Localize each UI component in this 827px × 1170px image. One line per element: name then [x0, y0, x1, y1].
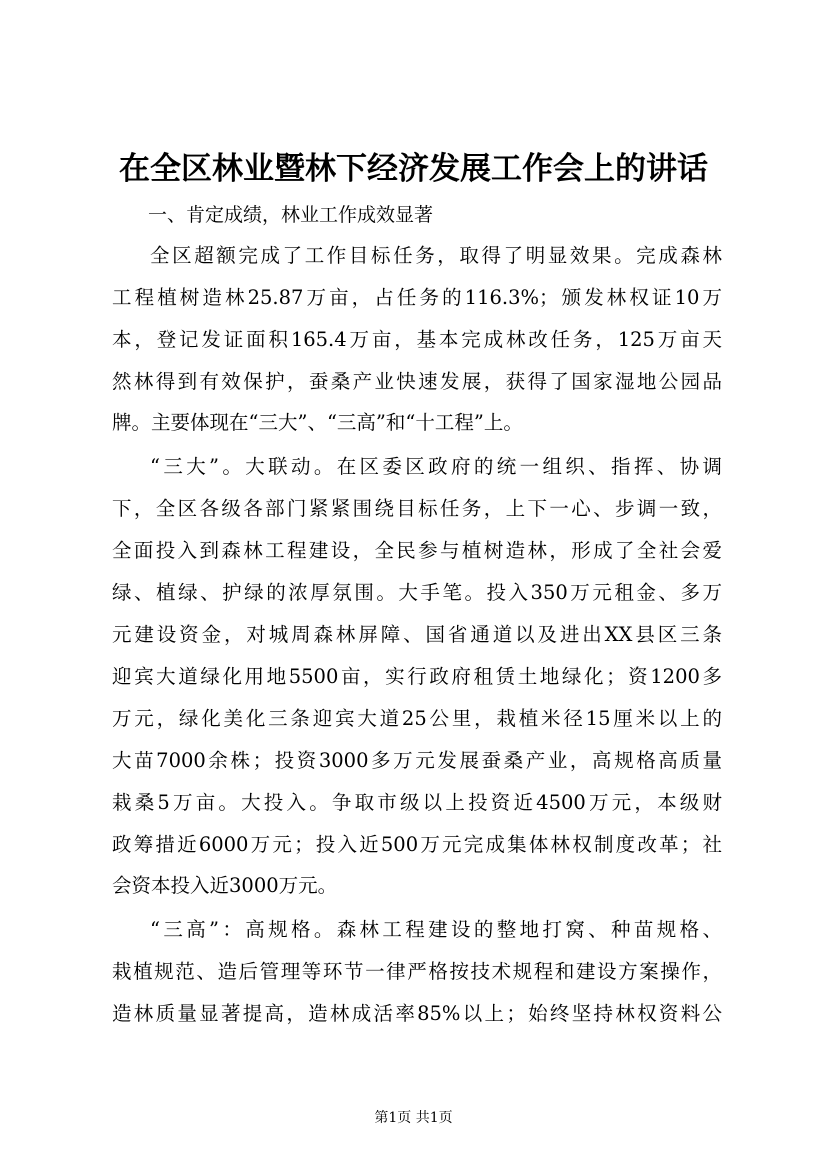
- document-title: 在全区林业暨林下经济发展工作会上的讲话: [119, 151, 708, 187]
- paragraph-line: 全面投入到森林工程建设，全民参与植树造林，形成了全社会爱: [112, 539, 722, 562]
- page-footer: 第1页 共1页: [374, 1110, 453, 1126]
- paragraph-line: 本，登记发证面积165.4万亩，基本完成林改任务，125万亩天: [112, 328, 722, 351]
- paragraph-line: 政筹措近6000万元；投入近500万元完成集体林权制度改革；社: [112, 833, 722, 856]
- paragraph-line: 绿、植绿、护绿的浓厚氛围。大手笔。投入350万元租金、多万: [112, 581, 722, 604]
- paragraph-line: 栽桑5万亩。大投入。争取市级以上投资近4500万元，本级财: [112, 791, 722, 814]
- paragraph-line: 工程植树造林25.87万亩，占任务的116.3%；颁发林权证10万: [112, 286, 722, 309]
- paragraph-line: 全区超额完成了工作目标任务，取得了明显效果。完成森林: [150, 244, 722, 267]
- paragraph-line: 大苗7000余株；投资3000多万元发展蚕桑产业，高规格高质量: [112, 749, 722, 772]
- paragraph-line: 然林得到有效保护，蚕桑产业快速发展，获得了国家湿地公园品: [112, 370, 722, 393]
- paragraph-line: 栽植规范、造后管理等环节一律严格按技术规程和建设方案操作，: [112, 960, 722, 983]
- section-heading: 一、肯定成绩，林业工作成效显著: [148, 204, 434, 226]
- paragraph-line: 下，全区各级各部门紧紧围绕目标任务，上下一心、步调一致，: [112, 497, 722, 520]
- paragraph-line: “三大”。大联动。在区委区政府的统一组织、指挥、协调: [150, 455, 722, 478]
- paragraph-line: “三高”：高规格。森林工程建设的整地打窝、种苗规格、: [150, 918, 722, 941]
- paragraph-line: 会资本投入近3000万元。: [112, 874, 338, 897]
- paragraph-line: 万元，绿化美化三条迎宾大道25公里，栽植米径15厘米以上的: [112, 707, 722, 730]
- paragraph-line: 迎宾大道绿化用地5500亩，实行政府租赁土地绿化；资1200多: [112, 665, 722, 688]
- paragraph-line: 牌。主要体现在“三大”、“三高”和“十工程”上。: [112, 411, 523, 434]
- paragraph-line: 造林质量显著提高，造林成活率85%以上；始终坚持林权资料公: [112, 1002, 722, 1025]
- paragraph-line: 元建设资金，对城周森林屏障、国省通道以及进出XX县区三条: [112, 623, 722, 646]
